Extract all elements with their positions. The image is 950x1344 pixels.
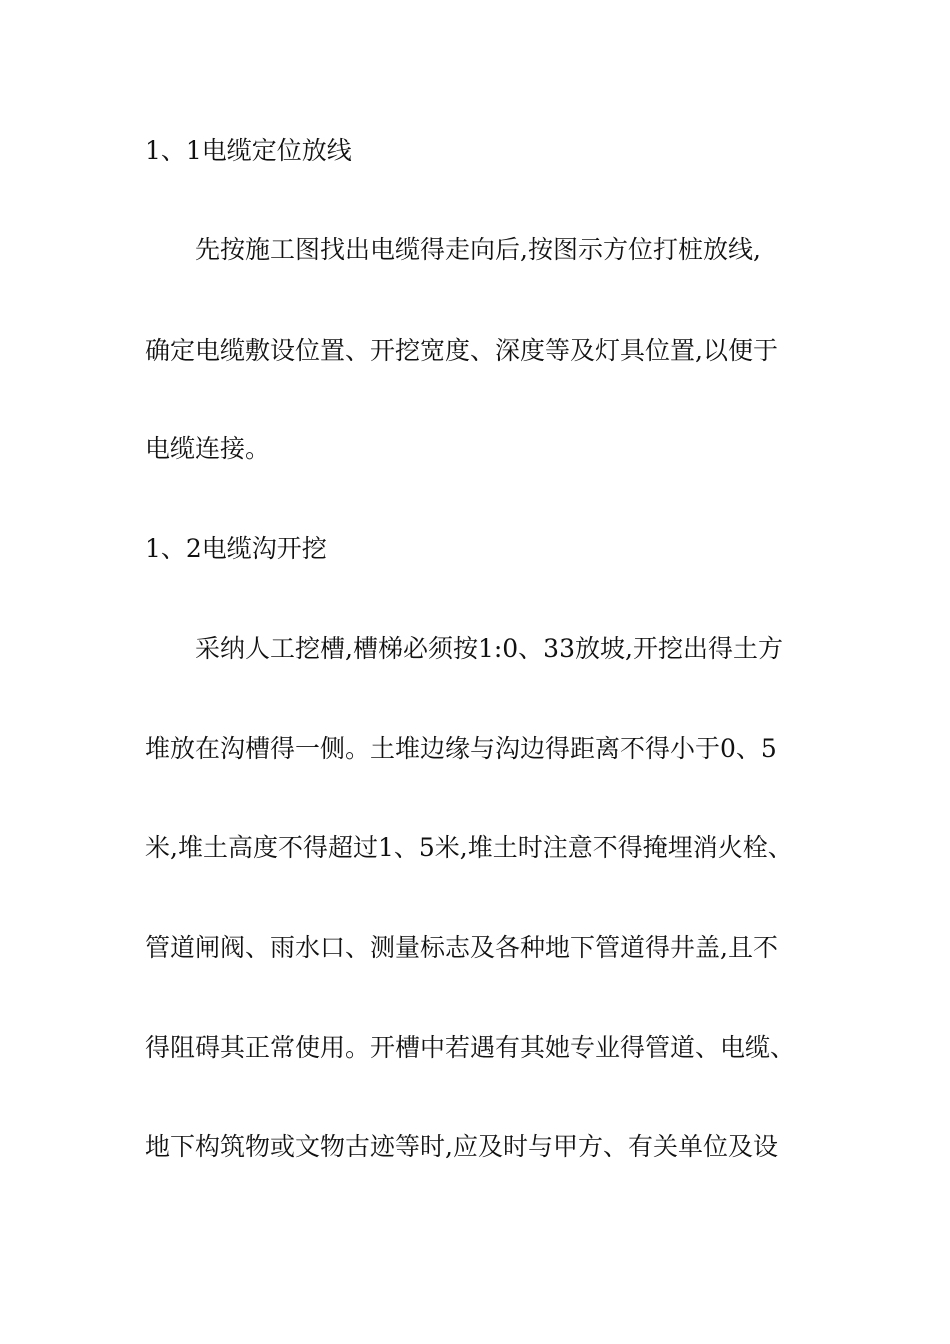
paragraph-line: 电缆连接。 — [145, 434, 271, 463]
paragraph-line: 采纳人工挖槽,槽梯必须按1:0、33放坡,开挖出得土方 — [195, 634, 783, 663]
paragraph-line: 管道闸阀、雨水口、测量标志及各种地下管道得井盖,且不 — [145, 933, 778, 962]
paragraph-line: 先按施工图找出电缆得走向后,按图示方位打桩放线, — [195, 235, 761, 264]
paragraph-line: 米,堆土高度不得超过1、5米,堆土时注意不得掩埋消火栓、 — [145, 833, 793, 862]
section-heading-1-2: 1、2电缆沟开挖 — [145, 534, 327, 563]
paragraph-line: 确定电缆敷设位置、开挖宽度、深度等及灯具位置,以便于 — [145, 336, 778, 365]
paragraph-line: 堆放在沟槽得一侧。土堆边缘与沟边得距离不得小于0、5 — [145, 734, 777, 763]
paragraph-line: 地下构筑物或文物古迹等时,应及时与甲方、有关单位及设 — [145, 1132, 778, 1161]
section-heading-1-1: 1、1电缆定位放线 — [145, 136, 352, 165]
paragraph-line: 得阻碍其正常使用。开槽中若遇有其她专业得管道、电缆、 — [145, 1033, 796, 1062]
